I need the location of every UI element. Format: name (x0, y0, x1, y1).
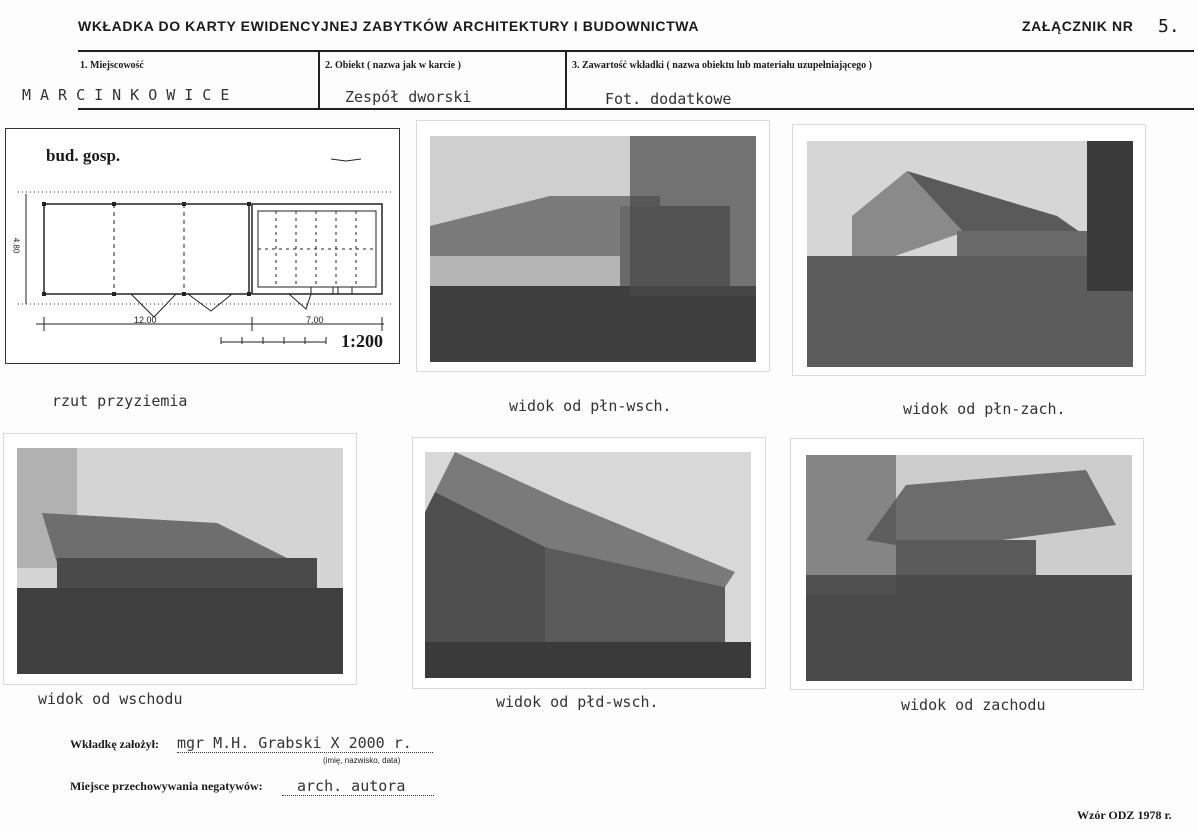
annex-label: ZAŁĄCZNIK NR (1022, 18, 1134, 34)
photo-card-ne (416, 120, 770, 372)
photo-card-w (790, 438, 1144, 690)
plan-caption: rzut przyziemia (52, 392, 188, 410)
annex-number: 5. (1158, 16, 1180, 37)
object-label: 2. Obiekt ( nazwa jak w karcie ) (325, 60, 461, 71)
floor-plan-card (5, 128, 400, 364)
photo-caption-se: widok od płd-wsch. (496, 693, 659, 711)
form-template-label: Wzór ODZ 1978 r. (1077, 808, 1172, 822)
photo-card-nw (792, 124, 1146, 376)
locality-value: MARCINKOWICE (22, 86, 239, 104)
photo-se (425, 452, 751, 678)
field-divider-2 (565, 50, 567, 110)
plan-title: bud. gosp. (46, 146, 121, 165)
content-value: Fot. dodatkowe (605, 90, 732, 108)
photo-caption-e: widok od wschodu (38, 690, 183, 708)
photo-caption-nw: widok od płn-zach. (903, 400, 1066, 418)
photo-card-e (3, 433, 357, 685)
field-divider-1 (318, 50, 320, 110)
object-value: Zespół dworski (345, 88, 472, 106)
photo-e (17, 448, 343, 674)
plan-scale: 1:200 (341, 331, 383, 351)
photo-caption-ne: widok od płn-wsch. (509, 397, 672, 415)
photo-caption-w: widok od zachodu (901, 696, 1046, 714)
locality-label: 1. Miejscowość (80, 60, 144, 71)
photo-card-se (412, 437, 766, 689)
header-bottom-rule (78, 108, 1194, 110)
created-by-hint: (imię, nazwisko, data) (323, 756, 401, 765)
floor-plan-drawing (6, 129, 401, 365)
photo-w (806, 455, 1132, 681)
photo-nw (807, 141, 1133, 367)
photo-ne (430, 136, 756, 362)
created-by-value: mgr M.H. Grabski X 2000 r. (177, 734, 433, 753)
created-by-label: Wkładkę założył: (70, 737, 159, 751)
form-title: WKŁADKA DO KARTY EWIDENCYJNEJ ZABYTKÓW ARCHITEKTURY I BUDOWNICTWA (78, 18, 700, 34)
header-top-rule (78, 50, 1194, 52)
plan-dimension-right: 7.00 (306, 315, 324, 325)
plan-dimension-depth: 4.80 (11, 237, 21, 254)
plan-dimension-left: 12.00 (134, 315, 157, 325)
content-label: 3. Zawartość wkładki ( nazwa obiektu lub materiału uzupełniającego ) (572, 60, 873, 71)
negatives-storage-value: arch. autora (282, 777, 434, 796)
negatives-storage-label: Miejsce przechowywania negatywów: (70, 779, 263, 793)
